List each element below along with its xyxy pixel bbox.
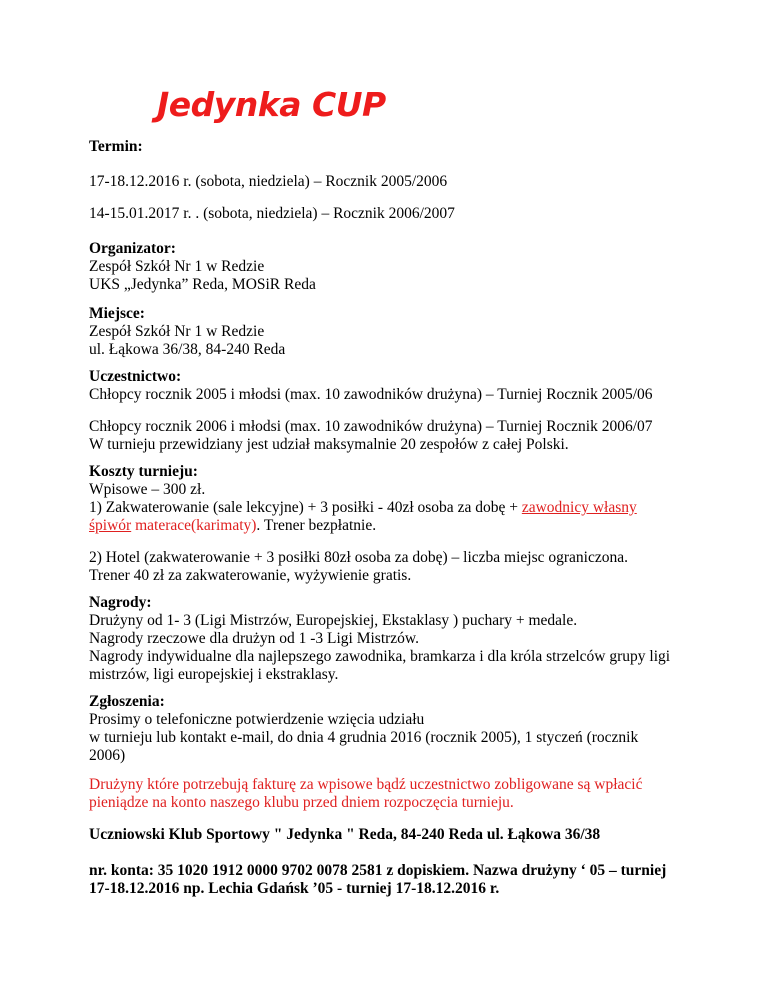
nagrody-heading: Nagrody: [89, 594, 152, 611]
payment-notice-line-1: Drużyny które potrzebują fakturę za wpisowe bądź uczestnictwo zobligowane są wpłacić [89, 776, 643, 793]
nagrody-line-3a: Nagrody indywidualne dla najlepszego zawodnika, bramkarza i dla króla strzelców grupy ligi [89, 648, 671, 665]
miejsce-heading: Miejsce: [89, 305, 145, 322]
account-line-2: 17-18.12.2016 np. Lechia Gdańsk ’05 - turniej 17-18.12.2016 r. [89, 880, 500, 897]
organizator-section [89, 240, 689, 294]
koszty-heading: Koszty turnieju: [89, 463, 198, 480]
termin-date-2-block [89, 205, 689, 223]
account-line-1: nr. konta: 35 1020 1912 0000 9702 0078 2581 z dopiskiem. Nazwa drużyny ‘ 05 – turniej [89, 862, 667, 879]
uczestnictwo-heading: Uczestnictwo: [89, 368, 182, 385]
koszty-item-1-highlight-underlined: zawodnicy własny [521, 499, 637, 516]
uczestnictwo-line-2: Chłopcy rocznik 2006 i młodsi (max. 10 zawodników drużyna) – Turniej Rocznik 2006/07 [89, 418, 653, 435]
miejsce-line-1: Zespół Szkół Nr 1 w Redzie [89, 323, 265, 340]
document-title: Jedynka CUP [157, 85, 386, 124]
miejsce-section [89, 305, 689, 359]
zgloszenia-line-1: Prosimy o telefoniczne potwierdzenie wzięcia udziału [89, 711, 425, 728]
koszty-item-1-line-2 [89, 517, 689, 535]
organizator-line-1: Zespół Szkół Nr 1 w Redzie [89, 258, 265, 275]
uczestnictwo-section-2 [89, 418, 689, 454]
uczestnictwo-section [89, 368, 689, 404]
uczestnictwo-line-1: Chłopcy rocznik 2005 i młodsi (max. 10 zawodników drużyna) – Turniej Rocznik 2005/06 [89, 386, 653, 403]
nagrody-line-3b: mistrzów, ligi europejskiej i ekstraklasy. [89, 666, 339, 683]
club-info [89, 826, 689, 844]
organizator-line-2: UKS „Jedynka” Reda, MOSiR Reda [89, 276, 316, 293]
payment-notice-line-2: pieniądze na konto naszego klubu przed dniem rozpoczęcia turnieju. [89, 794, 514, 811]
organizator-heading: Organizator: [89, 240, 176, 257]
termin-heading: Termin: [89, 138, 143, 155]
koszty-wpisowe: Wpisowe – 300 zł. [89, 481, 206, 498]
koszty-section-2 [89, 549, 689, 585]
koszty-item-1-trener: . Trener bezpłatnie. [256, 517, 377, 534]
koszty-item-2-line-1: 2) Hotel (zakwaterowanie + 3 posiłki 80zł osoba za dobę) – liczba miejsc ograniczona. [89, 549, 628, 566]
termin-date-1: 17-18.12.2016 r. (sobota, niedziela) – Rocznik 2005/2006 [89, 173, 448, 190]
uczestnictwo-line-3: W turnieju przewidziany jest udział maksymalnie 20 zespołów z całej Polski. [89, 436, 569, 453]
zgloszenia-line-2a: w turnieju lub kontakt e-mail, do dnia 4 grudnia 2016 (rocznik 2005), 1 styczeń (rocznik [89, 729, 639, 746]
koszty-item-1-line-1 [89, 499, 689, 517]
koszty-item-1-text: 1) Zakwaterowanie (sale lekcyjne) + 3 posiłki - 40zł osoba za dobę + [89, 499, 522, 516]
termin-date-1-block [89, 173, 689, 191]
koszty-item-1-materace: materace(karimaty) [131, 517, 257, 534]
nagrody-section [89, 594, 689, 684]
zgloszenia-heading: Zgłoszenia: [89, 693, 165, 710]
koszty-item-2-line-2: Trener 40 zł za zakwaterowanie, wyżywienie gratis. [89, 567, 412, 584]
termin-section [89, 138, 689, 156]
account-info [89, 862, 689, 898]
koszty-section [89, 463, 689, 535]
koszty-item-1-spiwor: śpiwór [89, 517, 132, 534]
payment-notice [89, 776, 689, 812]
nagrody-line-2: Nagrody rzeczowe dla drużyn od 1 -3 Ligi Mistrzów. [89, 630, 419, 647]
miejsce-line-2: ul. Łąkowa 36/38, 84-240 Reda [89, 341, 286, 358]
zgloszenia-line-2b: 2006) [89, 747, 126, 764]
zgloszenia-section [89, 693, 689, 765]
club-address: Uczniowski Klub Sportowy " Jedynka " Reda, 84-240 Reda ul. Łąkowa 36/38 [89, 826, 601, 843]
termin-date-2: 14-15.01.2017 r. . (sobota, niedziela) – Rocznik 2006/2007 [89, 205, 455, 222]
nagrody-line-1: Drużyny od 1- 3 (Ligi Mistrzów, Europejskiej, Ekstaklasy ) puchary + medale. [89, 612, 578, 629]
